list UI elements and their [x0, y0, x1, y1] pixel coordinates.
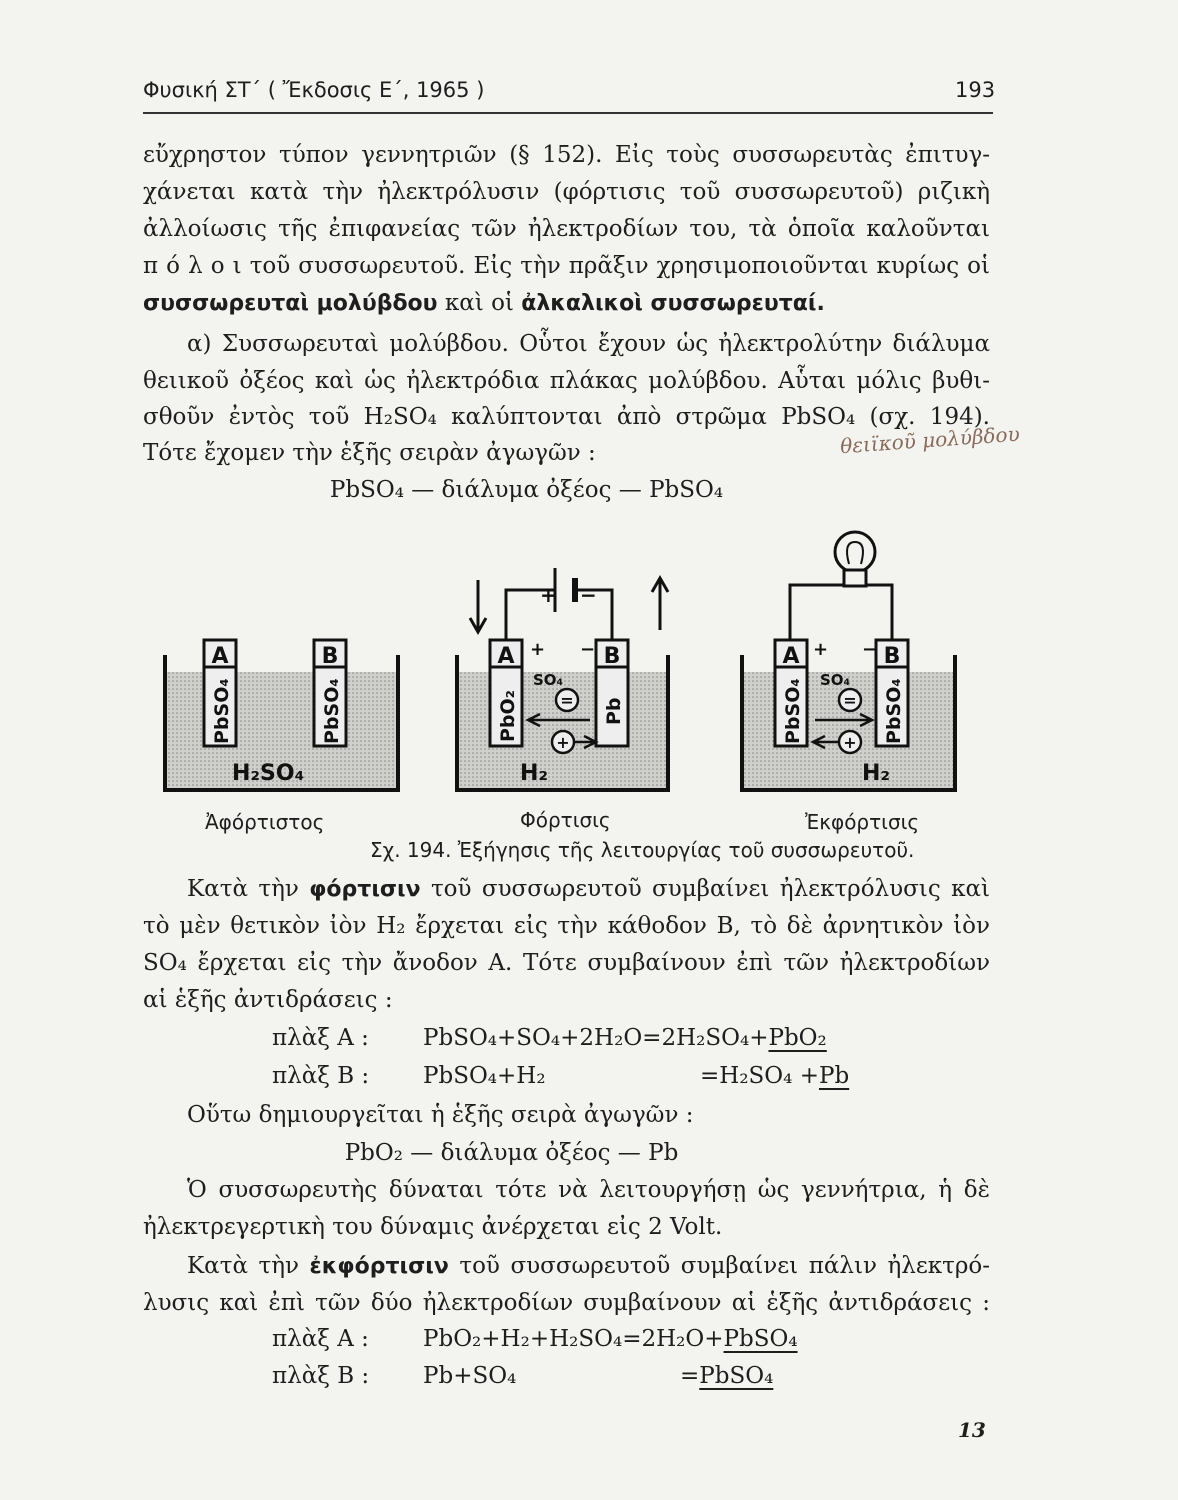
ion-sign: +: [843, 733, 857, 752]
text: τοῦ συσσωρευτοῦ συμβαίνει ἠλεκτρόλυσις καὶ: [420, 876, 991, 902]
text: καὶ οἱ: [437, 290, 522, 316]
ion-sign: =: [560, 691, 574, 710]
footer-number: 13: [958, 1418, 986, 1442]
equation-product: PbSO₄: [699, 1363, 774, 1389]
arrow-up-icon: [652, 578, 668, 630]
text-line: [143, 288, 990, 319]
running-header: Φυσική ΣΤ΄ ( Ἔκδοσις Ε΄, 1965 ): [143, 78, 485, 102]
equation: [423, 1326, 798, 1352]
h2-label: H₂: [862, 761, 891, 786]
text-line: Οὕτω δημιουργεῖται ἡ ἑξῆς σειρὰ ἀγωγῶν :: [187, 1102, 694, 1128]
text-line: π ό λ ο ι τοῦ συσσωρευτοῦ. Εἰς τὴν πρᾶξιν χρησιμοποιοῦνται κυρίως οἱ: [143, 253, 990, 279]
text-line: τὸ μὲν θετικὸν ἰὸν H₂ ἔρχεται εἰς τὴν κάθοδον B, τὸ δὲ ἀρνητικὸν ἰὸν: [143, 913, 990, 939]
accumulator-figure: [0, 520, 1178, 805]
text-line: α) Συσσωρευταὶ μολύβδου. Οὗτοι ἔχουν ὡς ἠλεκτρολύτην διάλυμα: [187, 331, 990, 357]
text: Κατὰ τὴν: [187, 876, 310, 902]
electrode-a-label: A: [782, 644, 800, 669]
equation-rhs: =: [680, 1363, 700, 1389]
pbso4-label: PbSO₄: [782, 678, 804, 744]
text: τοῦ συσσωρευτοῦ συμβαίνει πάλιν ἠλεκτρό-: [448, 1253, 991, 1279]
beaker-uncharged: [165, 640, 398, 790]
pb-label: Pb: [603, 697, 625, 725]
minus-sign: −: [862, 639, 878, 660]
equation: [700, 1063, 849, 1089]
figure-caption: Σχ. 194. Ἐξήγησις τῆς λειτουργίας τοῦ συσσωρευτοῦ.: [370, 838, 915, 862]
text-line: ἠλεκτρεγερτικὴ του δύναμις ἀνέρχεται εἰς 2 Volt.: [143, 1214, 723, 1240]
page-number: 193: [955, 78, 996, 102]
text-line: SO₄ ἔρχεται εἰς τὴν ἄνοδον A. Τότε συμβαίνουν ἐπὶ τῶν ἠλεκτροδίων: [143, 950, 990, 976]
text-line: Τότε ἔχομεν τὴν ἑξῆς σειρὰν ἀγωγῶν :: [143, 440, 596, 466]
text: Κατὰ τὴν: [187, 1253, 310, 1279]
pbo2-label: PbO₂: [497, 690, 519, 742]
conductor-series: PbO₂ — διάλυμα ὀξέος — Pb: [344, 1140, 679, 1166]
equation-lhs: Pb+SO₄: [423, 1363, 517, 1389]
plus-sign: +: [813, 639, 829, 660]
lamp-icon: [835, 532, 875, 586]
text-line: [143, 874, 990, 905]
ion-sign: +: [556, 733, 570, 752]
so4-label: SO₄: [820, 671, 851, 689]
arrow-down-icon: [470, 580, 486, 632]
electrode-b-label: B: [321, 644, 339, 669]
text-line: Ὁ συσσωρευτὴς δύναται τότε νὰ λειτουργήσῃ ὡς γεννήτρια, ἡ δὲ: [187, 1177, 990, 1203]
text-line: ἀλλοίωσις τῆς ἐπιφανείας τῶν ἠλεκτροδίων του, τὰ ὁποῖα καλοῦνται: [143, 216, 990, 242]
equation-rhs: =H₂SO₄ +: [700, 1063, 819, 1089]
equation-label: πλὰξ A :: [272, 1025, 369, 1051]
equation: [423, 1025, 827, 1051]
ion-sign: =: [843, 691, 857, 710]
text-line: σθοῦν ἐντὸς τοῦ H₂SO₄ καλύπτονται ἀπὸ στρῶμα PbSO₄ (σχ. 194).: [143, 404, 990, 430]
pbso4-label: PbSO₄: [883, 678, 905, 744]
equation: [680, 1363, 773, 1389]
plus-sign: +: [530, 639, 546, 660]
electrode-b-label: B: [883, 644, 901, 669]
minus-sign: −: [580, 639, 596, 660]
equation-product: PbO₂: [768, 1025, 827, 1051]
electrode-b-label: B: [603, 644, 621, 669]
text-line: θειικοῦ ὀξέος καὶ ὡς ἠλεκτρόδια πλάκας μολύβδου. Αὗται μόλις βυθι-: [143, 368, 990, 394]
battery-minus: −: [580, 583, 597, 607]
panel-caption: Ἐκφόρτισις: [805, 810, 920, 834]
equation-product: Pb: [818, 1063, 850, 1089]
electrode-a-label: A: [497, 644, 515, 669]
equation-lhs: PbSO₄+SO₄+2H₂O=2H₂SO₄+: [423, 1025, 769, 1051]
equation-lhs: PbO₂+H₂+H₂SO₄=2H₂O+: [423, 1326, 724, 1352]
header-rule: [143, 112, 993, 114]
pbso4-label: PbSO₄: [321, 678, 343, 744]
text-line: αἱ ἑξῆς ἀντιδράσεις :: [143, 987, 393, 1013]
pbso4-label: PbSO₄: [211, 678, 233, 744]
conductor-series: PbSO₄ — διάλυμα ὀξέος — PbSO₄: [329, 477, 724, 503]
so4-label: SO₄: [533, 671, 564, 689]
electrode-a-label: A: [211, 644, 229, 669]
panel-caption: Ἀφόρτιστος: [205, 810, 325, 834]
equation-lhs: PbSO₄+H₂: [423, 1063, 546, 1089]
h2so4-label: H₂SO₄: [232, 761, 305, 786]
text-line: λυσις καὶ ἐπὶ τῶν δύο ἠλεκτροδίων συμβαίνουν αἱ ἑξῆς ἀντιδράσεις :: [143, 1290, 990, 1316]
text-line: [143, 1251, 990, 1282]
panel-caption: Φόρτισις: [520, 808, 611, 832]
equation-product: PbSO₄: [723, 1326, 798, 1352]
bold-term: φόρτισιν: [309, 877, 421, 902]
bold-term: ἐκφόρτισιν: [309, 1254, 449, 1279]
equation-label: πλὰξ B :: [272, 1063, 370, 1089]
beaker-charging: [457, 568, 668, 790]
equation-label: πλὰξ B :: [272, 1363, 370, 1389]
battery-plus: +: [540, 583, 557, 607]
h2-label: H₂: [520, 761, 549, 786]
bold-term: ἀλκαλικοὶ συσσωρευταί.: [521, 291, 825, 316]
equation-label: πλὰξ A :: [272, 1326, 369, 1352]
text-line: εὔχρηστον τύπον γεννητριῶν (§ 152). Εἰς τοὺς συσσωρευτὰς ἐπιτυγ-: [143, 142, 990, 168]
text-line: χάνεται κατὰ τὴν ἠλεκτρόλυσιν (φόρτισις τοῦ συσσωρευτοῦ) ριζικὴ: [143, 179, 990, 205]
handwritten-note: θειϊκοῦ μολύβδου: [839, 421, 1021, 459]
bold-term: συσσωρευταὶ μολύβδου: [143, 291, 438, 316]
beaker-discharging: [742, 532, 955, 790]
